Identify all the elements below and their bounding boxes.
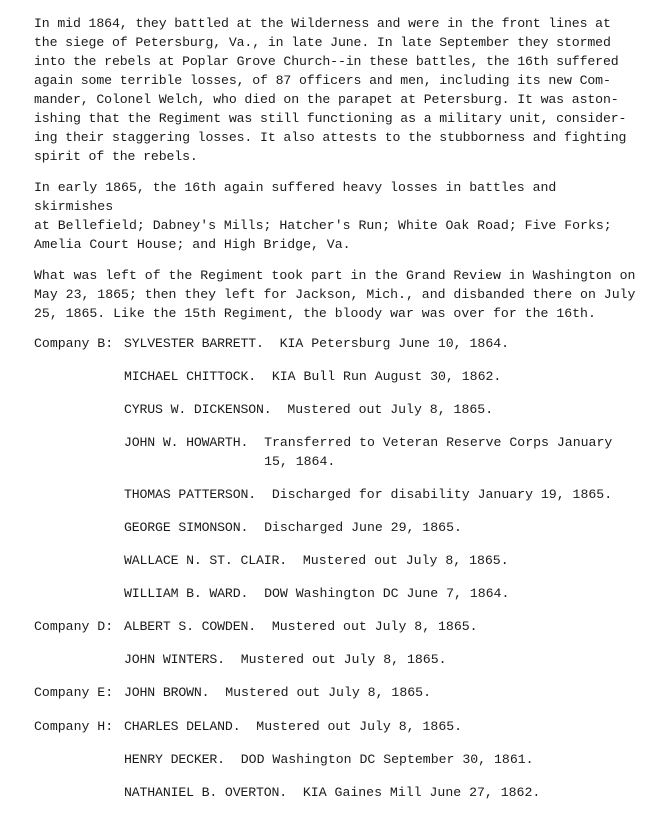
document-body [34, 14, 639, 817]
soldier-note: DOD Washington DC September 30, 1861. [240, 751, 534, 767]
roster-entry [34, 651, 639, 670]
soldier-note: Mustered out July 8, 1865. [240, 652, 447, 668]
roster-entry [34, 684, 639, 703]
roster-entry [34, 486, 639, 505]
soldier-note: Transferred to Veteran Reserve Corps January 15, 1864. [264, 435, 613, 469]
roster-entry [34, 718, 639, 737]
roster-entry [34, 434, 639, 471]
soldier-note: Mustered out July 8, 1865. [256, 718, 463, 734]
soldier-name: NATHANIEL B. OVERTON. [124, 784, 288, 800]
soldier-name: MICHAEL CHITTOCK. [124, 369, 256, 385]
paragraph-1864-battles: In mid 1864, they battled at the Wilderness and were in the front lines at the siege of Petersburg, Va., in late June. In late September they stormed into the rebels at Poplar Grove Church--in these battles, the 16th suffered again some terrible losses, of 87 officers and men, including its new Com- mander, Colonel Welch, who died on the parapet at Petersburg. It was aston- ishing that the Regiment was still functioning as a military unit, consider- ing their staggering losses. It also attests to the stubborness and fighting spirit of the rebels. [34, 16, 627, 164]
soldier-name: JOHN WINTERS. [124, 652, 225, 668]
roster-entry [34, 751, 639, 770]
soldier-name: JOHN W. HOWARTH. [124, 435, 249, 451]
soldier-name: HENRY DECKER. [124, 751, 225, 767]
roster-entry [34, 335, 639, 354]
soldier-name: CYRUS W. DICKENSON. [124, 402, 272, 418]
soldier-note: Mustered out July 8, 1865. [271, 619, 478, 635]
roster-entry [34, 618, 639, 637]
soldier-name: JOHN BROWN. [124, 685, 210, 701]
roster-list [34, 335, 639, 802]
soldier-name: SYLVESTER BARRETT. [124, 336, 264, 351]
soldier-note: KIA Gaines Mill June 27, 1862. [302, 784, 541, 800]
soldier-note: KIA Bull Run August 30, 1862. [271, 369, 502, 385]
soldier-name: WILLIAM B. WARD. [124, 586, 249, 602]
paragraph-grand-review: What was left of the Regiment took part in the Grand Review in Washington on May 23, 1865; then they left for Jackson, Mich., and disbanded there on July 25, 1865. Like the 15th Regiment, the bloody war was over for the 16th. [34, 268, 636, 321]
soldier-name: WALLACE N. ST. CLAIR. [124, 553, 288, 569]
soldier-note: Mustered out July 8, 1865. [302, 553, 509, 569]
company-label: Company E: [34, 685, 114, 701]
roster-entry [34, 519, 639, 538]
soldier-name: ALBERT S. COWDEN. [124, 619, 256, 635]
soldier-note: Discharged for disability January 19, 1865. [271, 486, 613, 502]
roster-entry [34, 401, 639, 420]
soldier-name: THOMAS PATTERSON. [124, 486, 256, 502]
roster-entry [34, 368, 639, 387]
soldier-note: Mustered out July 8, 1865. [287, 402, 494, 418]
roster-entry [34, 552, 639, 571]
roster-entry [34, 585, 639, 604]
soldier-note: KIA Petersburg June 10, 1864. [279, 336, 510, 351]
soldier-note: DOW Washington DC June 7, 1864. [264, 586, 510, 602]
company-label: Company D: [34, 619, 114, 635]
company-label: Company B: [34, 336, 114, 351]
company-label: Company H: [34, 718, 114, 734]
soldier-name: CHARLES DELAND. [124, 718, 241, 734]
soldier-name: GEORGE SIMONSON. [124, 519, 249, 535]
roster-entry [34, 784, 639, 803]
soldier-note: Discharged June 29, 1865. [264, 519, 462, 535]
soldier-note: Mustered out July 8, 1865. [225, 685, 431, 701]
paragraph-early-1865: In early 1865, the 16th again suffered heavy losses in battles and skirmishes at Bellefield; Dabney's Mills; Hatcher's Run; White Oak Road; Five Forks; Amelia Court House; and High Bridge, Va. [34, 180, 612, 252]
